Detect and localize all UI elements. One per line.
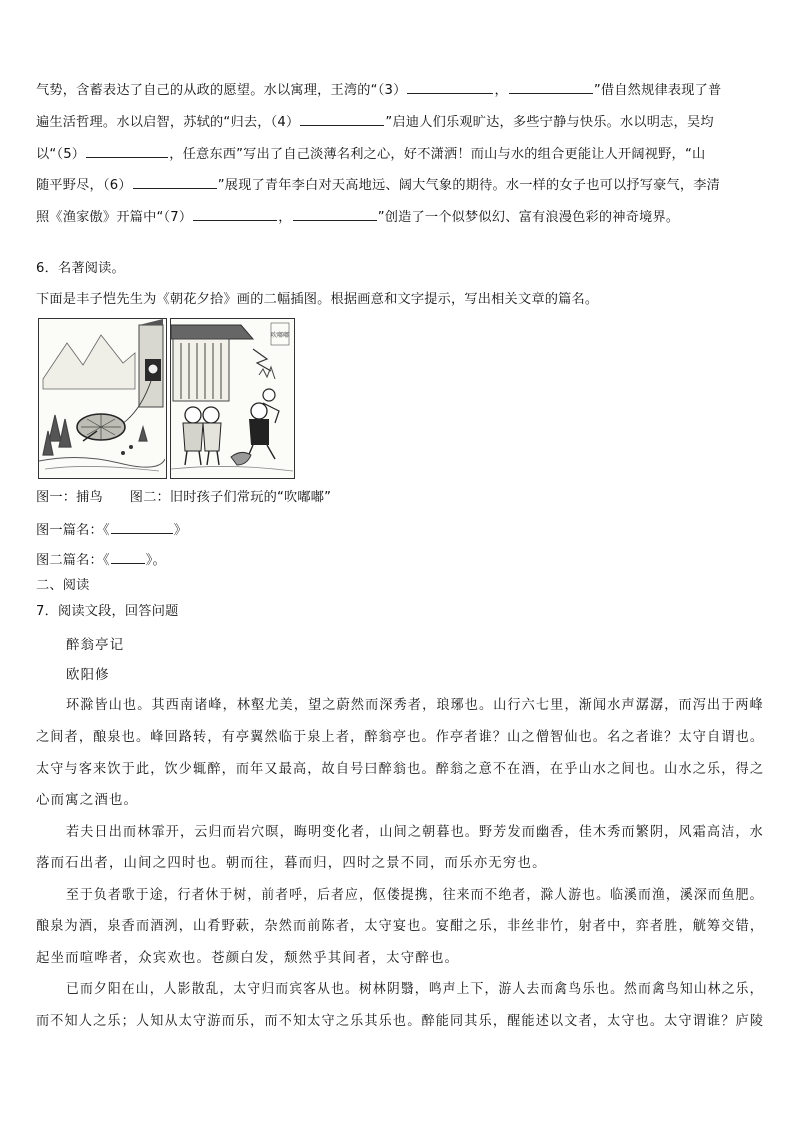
answer-2: [36, 550, 166, 571]
q5-text: ”创造了一个似梦似幻、富有浪漫色彩的神奇境界。: [377, 210, 680, 225]
q7-heading: 7．阅读文段，回答问题: [36, 604, 179, 619]
q5-text: 照《渔家傲》开篇中“（7）: [36, 210, 193, 225]
passage-line: 若夫日出而林霏开，云归而岩穴暝，晦明变化者，山间之朝暮也。野芳发而幽香，佳木秀而繁阴，风霜高洁，水: [66, 825, 764, 840]
q5-line-3: [36, 144, 705, 165]
illustration-blowing-toy: [170, 318, 295, 479]
q5-line-4: [36, 175, 720, 196]
q5-text: ，: [278, 210, 292, 225]
answer-blank-7[interactable]: [193, 207, 277, 221]
passage-line: 而不知人之乐；人知从太守游而乐，而不知太守之乐其乐也。醉能同其乐，醒能述以文者，太守也。太守谓谁？庐陵: [36, 1014, 765, 1029]
passage-line: 酿泉为酒，泉香而酒洌，山肴野蔌，杂然而前陈者，太守宴也。宴酣之乐，非丝非竹，射者中，弈者胜，觥筹交错，: [36, 919, 765, 934]
passage-title: 醉翁亭记: [66, 638, 125, 653]
q5-text: ，任意东西”写出了自己淡薄名利之心，好不潇洒！而山与水的组合更能让人开阔视野，“山: [169, 147, 706, 162]
answer-2-end: 》。: [145, 553, 166, 568]
q5-text: ”展现了青年李白对天高地远、阔大气象的期待。水一样的女子也可以抒写豪气，李清: [217, 178, 721, 193]
passage-line: 太守与客来饮于此，饮少辄醉，而年又最高，故自号曰醉翁也。醉翁之意不在酒，在乎山水之间也。山水之乐，得之: [36, 762, 765, 777]
answer-blank-4[interactable]: [300, 112, 384, 126]
answer-blank-7b[interactable]: [293, 207, 377, 221]
illustration-catching-birds: [38, 318, 167, 479]
q5-text: ”启迪人们乐观旷达，多些宁静与快乐。水以明志，吴均: [385, 115, 714, 130]
answer-1-blank[interactable]: [111, 520, 173, 534]
passage-line: 至于负者歌于途，行者休于树，前者呼，后者应，伛偻提携，往来而不绝者，滁人游也。临溪而渔，溪深而鱼肥。: [66, 888, 764, 903]
answer-1-end: 》: [173, 523, 188, 538]
q5-line-2: [36, 112, 714, 133]
passage-line: 已而夕阳在山，人影散乱，太守归而宾客从也。树林阴翳，鸣声上下，游人去而禽鸟乐也。然而禽鸟知山林之乐，: [66, 982, 764, 997]
q6-heading: 6．名著阅读。: [36, 261, 125, 276]
answer-blank-3[interactable]: [407, 80, 493, 94]
q5-text: 以“（5）: [36, 147, 86, 162]
passage-author: 欧阳修: [66, 668, 110, 683]
answer-2-label: 图二篇名：《: [36, 553, 110, 568]
section-heading: 二、阅读: [36, 578, 90, 593]
answer-blank-5[interactable]: [86, 144, 168, 158]
q5-text: 随平野尽，（6）: [36, 178, 132, 193]
passage-line: 心而寓之酒也。: [36, 793, 139, 808]
q5-text: ”借自然规律表现了普: [593, 83, 722, 98]
answer-blank-3b[interactable]: [509, 80, 593, 94]
answer-2-blank[interactable]: [111, 550, 145, 564]
passage-line: 起坐而喧哗者，众宾欢也。苍颜白发，颓然乎其间者，太守醉也。: [36, 951, 460, 966]
q6-instruction: 下面是丰子恺先生为《朝花夕拾》画的二幅插图。根据画意和文字提示，写出相关文章的篇名。: [36, 292, 599, 307]
answer-blank-6[interactable]: [133, 175, 217, 189]
q5-text: ，: [494, 83, 508, 98]
passage-line: 环滁皆山也。其西南诸峰，林壑尤美，望之蔚然而深秀者，琅琊也。山行六七里，渐闻水声潺潺，而泻出于两峰: [66, 698, 764, 713]
q5-line-5: [36, 207, 679, 228]
answer-1: [36, 520, 187, 541]
answer-1-label: 图一篇名：《: [36, 523, 110, 538]
passage-line: 落而石出者，山间之四时也。朝而往，暮而归，四时之景不同，而乐亦无穷也。: [36, 856, 547, 871]
q5-line-1: [36, 80, 721, 101]
illustrations: [38, 318, 295, 479]
passage-line: 之间者，酿泉也。峰回路转，有亭翼然临于泉上者，醉翁亭也。作亭者谁？山之僧智仙也。名之者谁？太守自谓也。: [36, 730, 765, 745]
figure-caption: 图一：捕鸟 图二：旧时孩子们常玩的“吹嘟嘟”: [36, 490, 332, 505]
q5-text: 气势，含蓄表达了自己的从政的愿望。水以寓理，王湾的“（3）: [36, 83, 407, 98]
q5-text: 遍生活哲理。水以启智，苏轼的“归去，（4）: [36, 115, 300, 130]
illustration-caption: 吹嘟嘟: [270, 332, 290, 339]
